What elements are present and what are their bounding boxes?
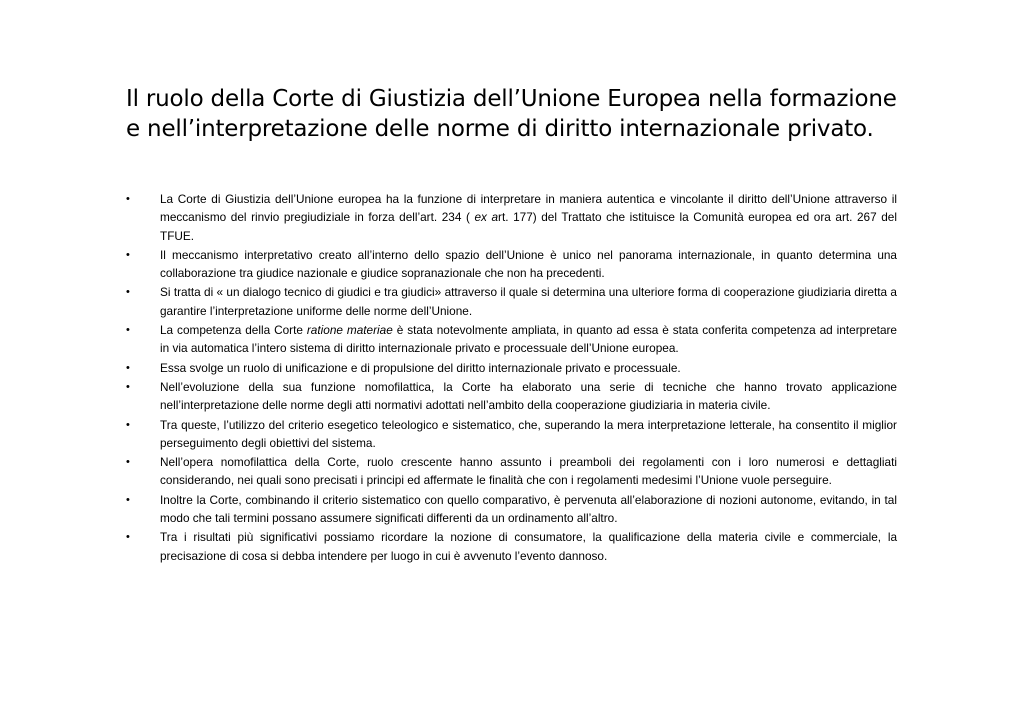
bullet-icon: •: [126, 286, 130, 299]
bullet-icon: •: [126, 193, 130, 205]
bullet-list: [126, 190, 897, 566]
list-item-text: Inoltre la Corte, combinando il criterio sistematico con quello comparativo, è pervenuta all’elaborazione di nozioni autonome, evitando, in tal modo che tali termini possano assumere significati differenti da un ordinamento all’altro.: [160, 492, 897, 526]
bullet-icon: •: [126, 493, 130, 506]
list-item-text: Il meccanismo interpretativo creato all’interno dello spazio dell’Unione è unico nel panorama internazionale, in quanto determina una collaborazione tra giudice nazionale e giudice sopranazionale che non ha precedenti.: [160, 247, 897, 281]
list-item-text: Nell’evoluzione della sua funzione nomofilattica, la Corte ha elaborato una serie di tecniche che hanno trovato applicazione nell’interpretazione delle norme degli atti normativi adottati nell’ambito della cooperazione giudiziaria in materia civile.: [160, 379, 897, 413]
bullet-icon: •: [126, 531, 130, 544]
list-item: [126, 378, 897, 415]
list-item: [126, 528, 897, 565]
list-item: [126, 246, 897, 283]
list-item-text: Essa svolge un ruolo di unificazione e di propulsione del diritto internazionale privato e processuale.: [160, 360, 681, 375]
list-item-text: La competenza della Corte ratione materiae è stata notevolmente ampliata, in quanto ad essa è stata conferita competenza ad interpretare in via automatica l’intero sistema di diritto internazionale privato e processuale dell’Unione europea.: [160, 323, 897, 356]
list-item-text: Tra i risultati più significativi possiamo ricordare la nozione di consumatore, la qualificazione della materia civile e commerciale, la precisazione di cosa si debba intendere per luogo in cui è avvenuto l’evento dannoso.: [160, 530, 897, 563]
page-title: Il ruolo della Corte di Giustizia dell’Unione Europea nella formazione e nell’interpretazione delle norme di diritto internazionale privato.: [126, 86, 897, 142]
list-item: [126, 321, 897, 358]
list-item: [126, 453, 897, 490]
list-item-text: Si tratta di « un dialogo tecnico di giudici e tra giudici» attraverso il quale si determina una ulteriore forma di cooperazione giudiziaria diretta a garantire l’interpretazione uniforme delle norme dell’Unione.: [160, 285, 897, 318]
list-item: [126, 359, 897, 377]
list-item: [126, 190, 897, 245]
bullet-icon: •: [126, 380, 130, 393]
list-item: [126, 491, 897, 528]
bullet-icon: •: [126, 361, 130, 374]
list-item: [126, 416, 897, 453]
list-item-text: Tra queste, l’utilizzo del criterio esegetico teleologico e sistematico, che, superando la mera interpretazione letterale, ha consentito il miglior perseguimento degli obiettivi del sistema.: [160, 417, 897, 450]
bullet-icon: •: [126, 456, 130, 469]
bullet-icon: •: [126, 248, 130, 261]
list-item: [126, 283, 897, 320]
list-item-text: Nell’opera nomofilattica della Corte, ruolo crescente hanno assunto i preamboli dei regolamenti con i loro numerosi e dettagliati considerando, nei quali sono precisati i principi ed affermate le finalità che con i regolamenti medesimi l’Unione vuole perseguire.: [160, 455, 897, 488]
bullet-icon: •: [126, 324, 130, 337]
bullet-icon: •: [126, 418, 130, 431]
list-item-text: La Corte di Giustizia dell’Unione europea ha la funzione di interpretare in maniera autentica e vincolante il diritto dell’Unione attraverso il meccanismo del rinvio pregiudiziale in forza dell’art. 234 ( ex art. 177) del Trattato che istituisce la Comunità europea ed ora art. 267 del TFUE.: [160, 192, 897, 243]
